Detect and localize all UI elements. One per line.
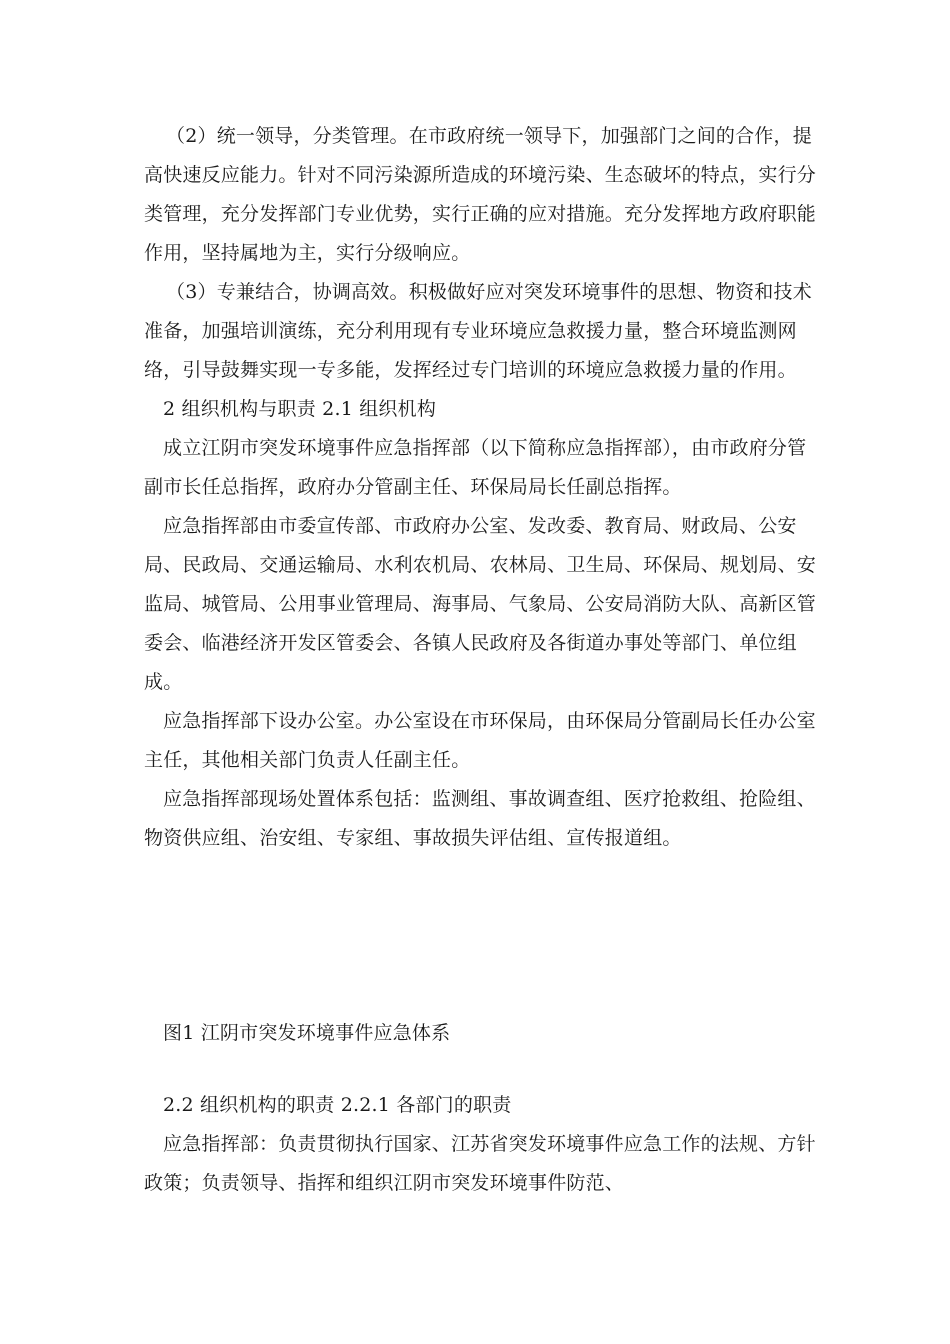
- section-heading-2: 2 组织机构与职责 2.1 组织机构: [163, 398, 437, 420]
- paragraph-principle-2: （2）统一领导，分类管理。在市政府统一领导下，加强部门之间的合作，提高快速反应能力。针对不同污染源所造成的环境污染、生态破坏的特点，实行分类管理，充分发挥部门专业优势，实行正确的应对措施。充分发挥地方政府职能作用，坚持属地为主，实行分级响应。: [144, 125, 817, 264]
- paragraph-office: 应急指挥部下设办公室。办公室设在市环保局，由环保局分管副局长任办公室主任，其他相关部门负责人任副主任。: [144, 710, 816, 771]
- figure-caption: 图1 江阴市突发环境事件应急体系: [163, 1022, 451, 1044]
- paragraph-command-members: 应急指挥部由市委宣传部、市政府办公室、发改委、教育局、财政局、公安局、民政局、交通运输局、水利农机局、农林局、卫生局、环保局、规划局、安监局、城管局、公用事业管理局、海事局、气象局、公安局消防大队、高新区管委会、临港经济开发区管委会、各镇人民政府及各街道办事处等部门、单位组成。: [144, 515, 817, 693]
- paragraph-principle-3: （3）专兼结合，协调高效。积极做好应对突发环境事件的思想、物资和技术准备，加强培训演练，充分利用现有专业环境应急救援力量，整合环境监测网络，引导鼓舞实现一专多能，发挥经过专门培训的环境应急救援力量的作用。: [144, 281, 812, 381]
- figure-caption-block: [144, 1014, 816, 1053]
- document-body-bottom: [144, 1086, 816, 1203]
- document-body-top: [144, 117, 816, 858]
- section-heading-2-2: 2.2 组织机构的职责 2.2.1 各部门的职责: [163, 1094, 512, 1116]
- paragraph-command-duties: 应急指挥部：负责贯彻执行国家、江苏省突发环境事件应急工作的法规、方针政策；负责领导、指挥和组织江阴市突发环境事件防范、: [144, 1133, 816, 1194]
- paragraph-command-setup: 成立江阴市突发环境事件应急指挥部（以下简称应急指挥部），由市政府分管副市长任总指挥，政府办分管副主任、环保局局长任副总指挥。: [144, 437, 807, 498]
- paragraph-field-system: 应急指挥部现场处置体系包括：监测组、事故调查组、医疗抢救组、抢险组、物资供应组、治安组、专家组、事故损失评估组、宣传报道组。: [144, 788, 816, 849]
